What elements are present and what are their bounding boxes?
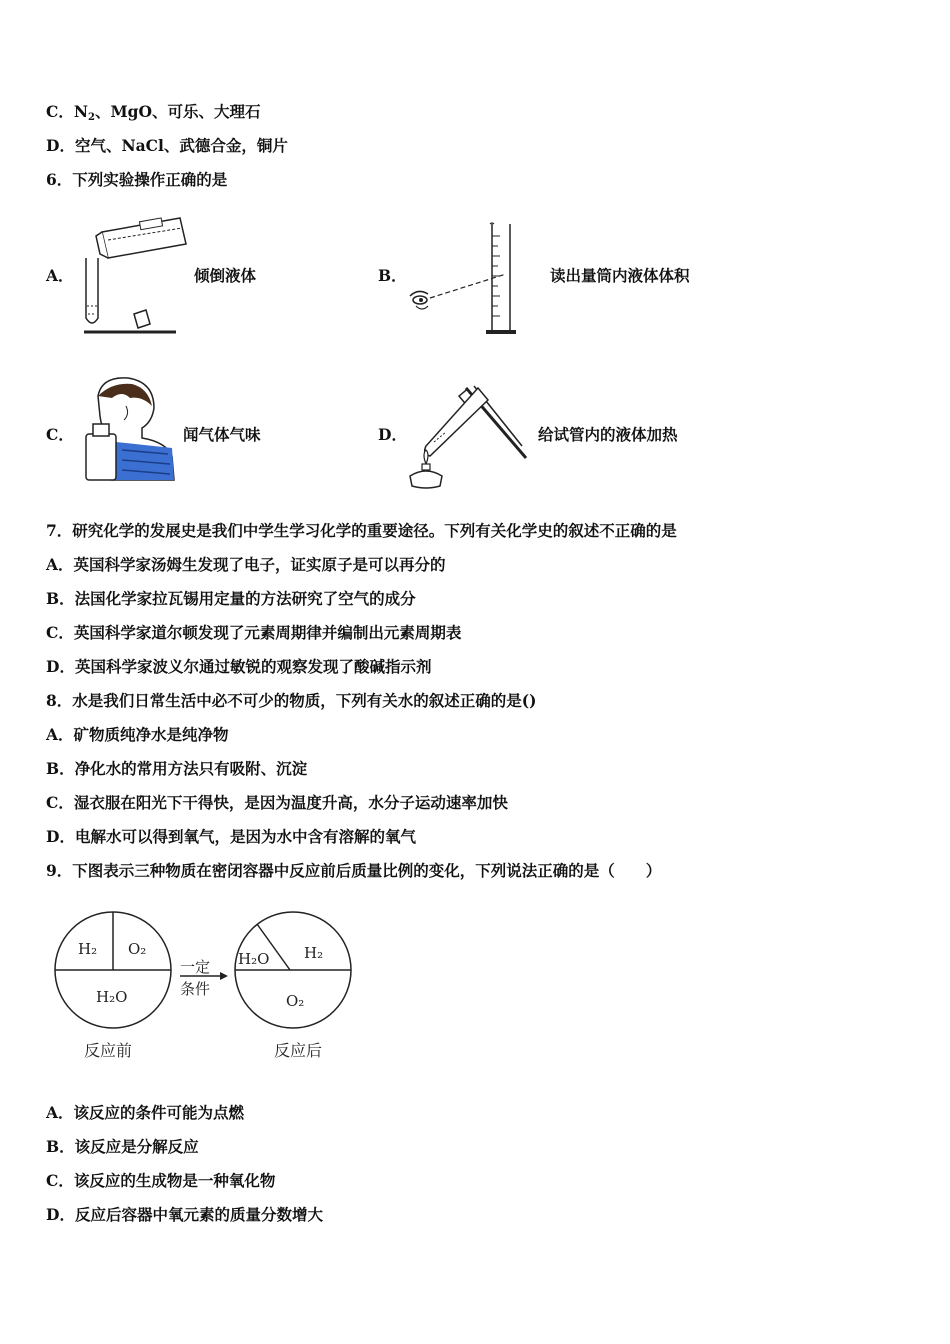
arrow-condition-bottom: 条件 bbox=[180, 980, 211, 998]
q6-option-d-caption: 给试管内的液体加热 bbox=[538, 425, 678, 444]
after-h2o-label: H₂O bbox=[238, 950, 270, 968]
test-tube-holder-icon bbox=[459, 386, 526, 458]
stopper-icon bbox=[134, 310, 150, 328]
q6-option-b-label: B． bbox=[378, 266, 407, 285]
q8-stem: 8．水是我们日常生活中必不可少的物质，下列有关水的叙述正确的是() bbox=[46, 691, 537, 710]
eye-icon bbox=[410, 291, 428, 309]
before-pie bbox=[55, 912, 171, 1028]
q7-stem: 7．研究化学的发展史是我们中学生学习化学的重要途径。下列有关化学史的叙述不正确的是 bbox=[46, 521, 677, 540]
q5-option-d: D．空气、NaCl、武德合金，铜片 bbox=[46, 136, 288, 155]
after-o2-label: O₂ bbox=[286, 992, 305, 1010]
q6-option-a-caption: 倾倒液体 bbox=[194, 266, 257, 285]
q6-stem: 6．下列实验操作正确的是 bbox=[46, 170, 228, 189]
arrow-condition-top: 一定 bbox=[180, 958, 211, 976]
test-tube-icon bbox=[425, 388, 488, 456]
alcohol-lamp-icon bbox=[410, 450, 442, 488]
graduated-cylinder-icon bbox=[486, 223, 516, 334]
q7-option-a: A．英国科学家汤姆生发现了电子，证实原子是可以再分的 bbox=[46, 555, 446, 574]
q7-option-b: B．法国化学家拉瓦锡用定量的方法研究了空气的成分 bbox=[46, 589, 416, 608]
q6-option-d-label: D． bbox=[378, 425, 407, 444]
before-caption: 反应前 bbox=[84, 1041, 133, 1060]
reaction-arrow bbox=[180, 958, 228, 998]
smelling-gas-illustration bbox=[82, 376, 178, 484]
q8-option-c: C．湿衣服在阳光下干得快，是因为温度升高，水分子运动速率加快 bbox=[46, 793, 508, 812]
q5-option-c-subscript: 2 bbox=[88, 112, 95, 123]
q6-option-c-label: C． bbox=[46, 425, 74, 444]
after-caption: 反应后 bbox=[274, 1041, 323, 1060]
after-pie bbox=[235, 912, 351, 1028]
q9-option-a: A．该反应的条件可能为点燃 bbox=[46, 1103, 245, 1122]
q8-option-b: B．净化水的常用方法只有吸附、沉淀 bbox=[46, 759, 308, 778]
q7-option-c: C．英国科学家道尔顿发现了元素周期律并编制出元素周期表 bbox=[46, 623, 462, 642]
after-h2-label: H₂ bbox=[304, 944, 324, 962]
q6-option-b-caption: 读出量筒内液体体积 bbox=[550, 266, 690, 285]
q6-option-c-caption: 闻气体气味 bbox=[183, 425, 261, 444]
q5-option-c-prefix: C．N bbox=[46, 102, 89, 121]
reagent-bottle-icon bbox=[96, 218, 186, 258]
q8-option-a: A．矿物质纯净水是纯净物 bbox=[46, 725, 229, 744]
q9-option-b: B．该反应是分解反应 bbox=[46, 1137, 199, 1156]
test-tube-icon bbox=[86, 258, 98, 323]
q8-option-d: D．电解水可以得到氧气，是因为水中含有溶解的氧气 bbox=[46, 827, 416, 846]
graduated-cylinder-reading-illustration bbox=[406, 220, 536, 338]
q7-option-d: D．英国科学家波义尔通过敏锐的观察发现了酸碱指示剂 bbox=[46, 657, 432, 676]
q9-option-c: C．该反应的生成物是一种氧化物 bbox=[46, 1171, 276, 1190]
before-o2-label: O₂ bbox=[128, 940, 147, 958]
heating-liquid-illustration bbox=[404, 380, 530, 492]
before-h2o-label: H₂O bbox=[96, 988, 128, 1006]
before-h2-label: H₂ bbox=[78, 940, 98, 958]
q9-option-d: D．反应后容器中氧元素的质量分数增大 bbox=[46, 1205, 323, 1224]
pouring-liquid-illustration bbox=[80, 210, 190, 340]
reaction-diagram bbox=[50, 906, 360, 1066]
q9-stem: 9．下图表示三种物质在密闭容器中反应前后质量比例的变化，下列说法正确的是（ ） bbox=[46, 861, 662, 880]
q5-option-c bbox=[46, 102, 260, 128]
q6-option-a-label: A． bbox=[46, 266, 74, 285]
q5-option-c-suffix: 、MgO、可乐、大理石 bbox=[94, 102, 261, 121]
